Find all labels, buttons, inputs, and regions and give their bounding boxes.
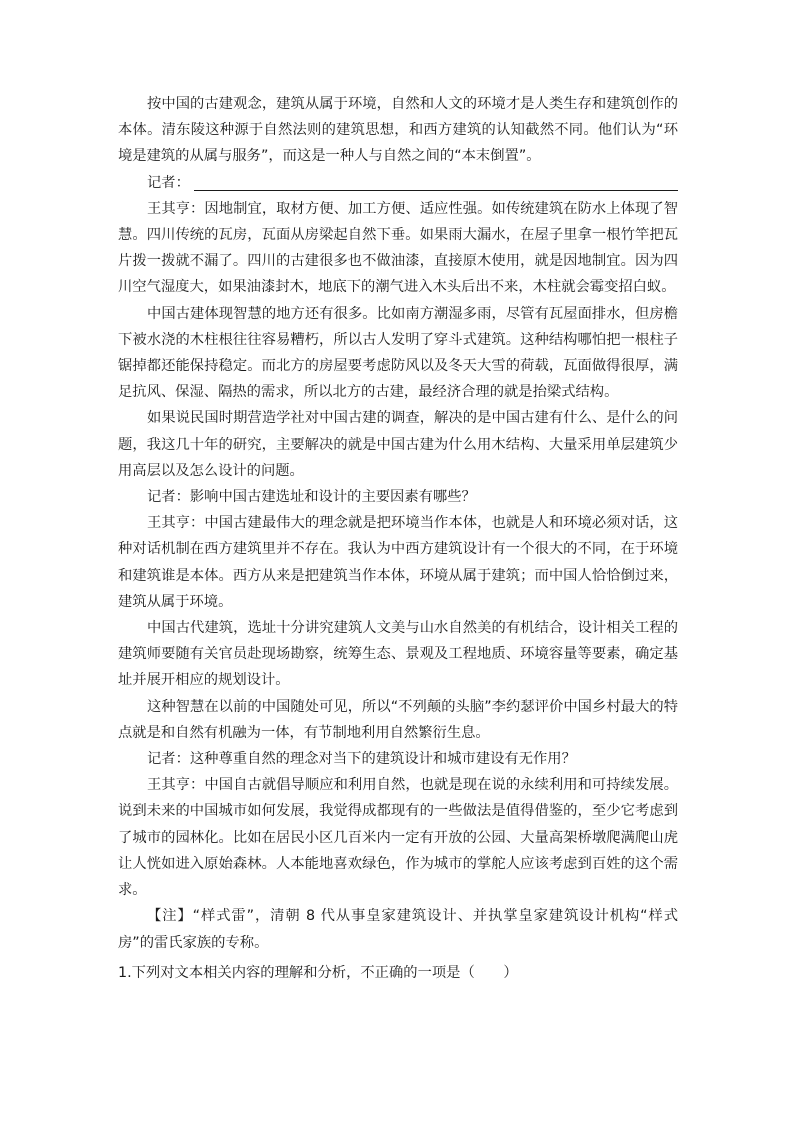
answer-blank-line[interactable] [194, 172, 678, 191]
paragraph-reporter-question-3: 记者：这种尊重自然的理念对当下的建筑设计和城市建设有无作用？ [147, 751, 576, 768]
paragraph-answer-4: 王其亨：中国古建最伟大的理念就是把环境当作本体，也就是人和环境必须对话，这种对话机制在西方建筑里并不存在。我认为中西方建筑设计有一个很大的不同，在于环境和建筑谁是本体。西方从来是把建筑当作本体，环境从属于建筑；而中国人恰恰倒过来，建筑从属于环境。 [118, 515, 678, 610]
question-1: 1.下列对文本相关内容的理解和分析，不正确的一项是（ ） [118, 964, 518, 981]
article-body [118, 91, 678, 986]
paragraph-answer-2: 中国古建体现智慧的地方还有很多。比如南方潮湿多雨，尽管有瓦屋面排水，但房檐下被水浇的木柱根往往容易糟朽，所以古人发明了穿斗式建筑。这种结构哪怕把一根柱子锯掉都还能保持稳定。而北方的房屋要考虑防风以及冬天大雪的荷载，瓦面做得很厚，满足抗风、保湿、隔热的需求，所以北方的古建，最经济合理的就是抬梁式结构。 [118, 305, 678, 401]
paragraph-answer-7: 王其亨：中国自古就倡导顺应和利用自然，也就是现在说的永续利用和可持续发展。说到未来的中国城市如何发展，我觉得成都现有的一些做法是值得借鉴的，至少它考虑到了城市的园林化。比如在居民小区几百米内一定有开放的公园、大量高架桥墩爬满爬山虎让人恍如进入原始森林。人本能地喜欢绿色，作为城市的掌舵人应该考虑到百姓的这个需求。 [118, 777, 678, 899]
paragraph-intro: 按中国的古建观念，建筑从属于环境，自然和人文的环境才是人类生存和建筑创作的本体。清东陵这种源于自然法则的建筑思想，和西方建筑的认知截然不同。他们认为“环境是建筑的从属与服务”，而这是一种人与自然之间的“本末倒置”。 [118, 96, 678, 165]
paragraph-answer-1: 王其亨：因地制宜，取材方便、加工方便、适应性强。如传统建筑在防水上体现了智慧。四川传统的瓦房，瓦面从房梁起自然下垂。如果雨大漏水，在屋子里拿一根竹竿把瓦片拨一拨就不漏了。四川的古建很多也不做油漆，直接原木使用，就是因地制宜。因为四川空气湿度大，如果油漆封木，地底下的潮气进入木头后出不来，木柱就会霉变招白蚁。 [118, 200, 678, 296]
paragraph-answer-6: 这种智慧在以前的中国随处可见，所以“不列颠的头脑”李约瑟评价中国乡村最大的特点就是和自然有机融为一体，有节制地利用自然繁衍生息。 [118, 698, 678, 741]
reporter-label: 记者： [147, 174, 190, 191]
paragraph-answer-3: 如果说民国时期营造学社对中国古建的调查，解决的是中国古建有什么、是什么的问题，我这几十年的研究，主要解决的就是中国古建为什么用木结构、大量采用单层建筑少用高层以及怎么设计的问题。 [118, 410, 678, 479]
footnote: 【注】“样式雷”，清朝 8 代从事皇家建筑设计、并执掌皇家建筑设计机构“样式房”的雷氏家族的专称。 [118, 908, 678, 951]
paragraph-reporter-question-2: 记者：影响中国古建选址和设计的主要因素有哪些？ [147, 489, 476, 506]
paragraph-answer-5: 中国古代建筑，选址十分讲究建筑人文美与山水自然美的有机结合，设计相关工程的建筑师要随有关官员赴现场勘察，统筹生态、景观及工程地质、环境容量等要素，确定基址并展开相应的规划设计。 [118, 620, 678, 689]
reporter-blank-question [118, 170, 678, 196]
